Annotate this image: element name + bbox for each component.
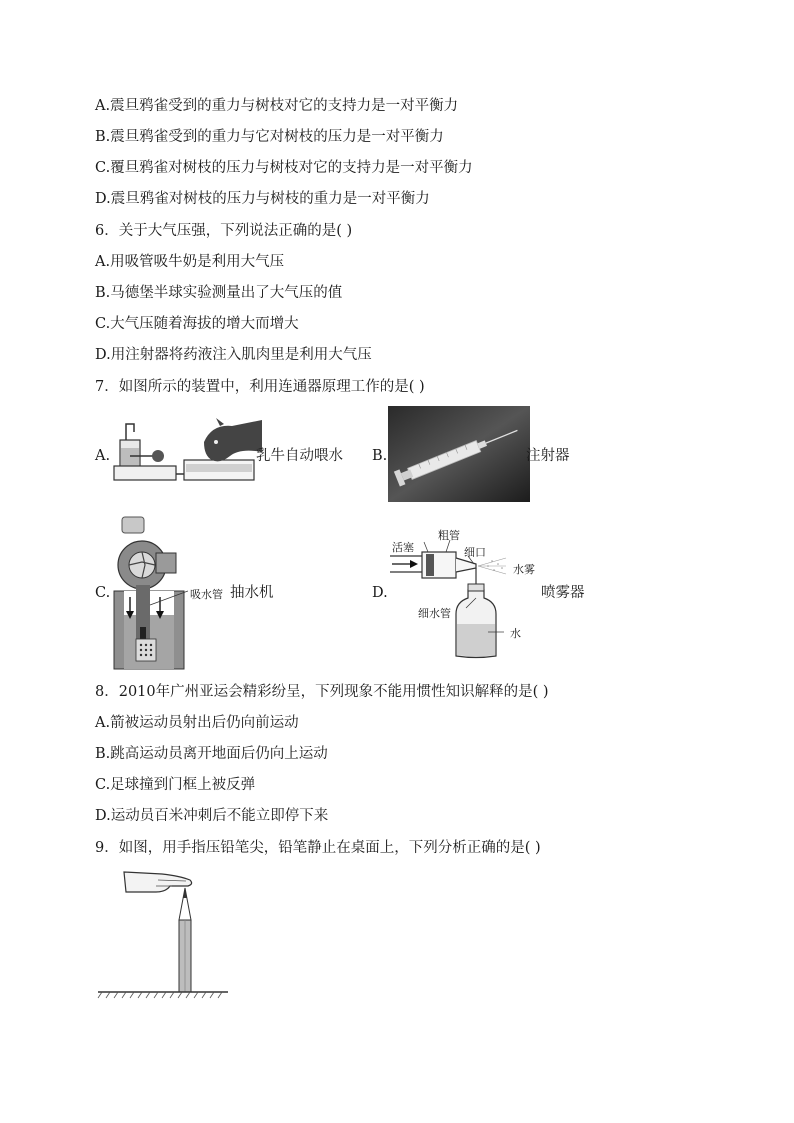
q7-option-a-caption: 乳牛自动喂水 [256, 448, 343, 464]
q5-option-a: A.震旦鸦雀受到的重力与树枝对它的支持力是一对平衡力 [95, 98, 459, 114]
q8-option-c: C.足球撞到门框上被反弹 [95, 777, 256, 793]
q8-option-b: B.跳高运动员离开地面后仍向上运动 [95, 746, 328, 762]
q6-option-a: A.用吸管吸牛奶是利用大气压 [95, 254, 285, 270]
q7-stem: 7．如图所示的装置中，利用连通器原理工作的是( ) [95, 379, 425, 395]
q5-option-b: B.震旦鸦雀受到的重力与它对树枝的压力是一对平衡力 [95, 129, 444, 145]
q7-option-d-mist-label: 水雾 [513, 563, 535, 576]
water-pump-figure [112, 515, 188, 670]
q6-stem: 6．关于大气压强，下列说法正确的是( ) [95, 223, 353, 239]
q7-option-d-letter: D. [372, 585, 388, 601]
q7-option-d-water-label: 水 [510, 627, 521, 640]
q6-option-d: D.用注射器将药液注入肌肉里是利用大气压 [95, 347, 372, 363]
q7-option-d-caption: 喷雾器 [541, 585, 585, 601]
q6-option-c: C.大气压随着海拔的增大而增大 [95, 316, 299, 332]
q7-option-b-caption: 注射器 [526, 448, 570, 464]
q9-stem: 9．如图，用手指压铅笔尖，铅笔静止在桌面上，下列分析正确的是( ) [95, 840, 541, 856]
q8-option-d: D.运动员百米冲刺后不能立即停下来 [95, 808, 329, 824]
q7-option-a-letter: A. [95, 448, 111, 464]
q7-option-c-caption: 抽水机 [230, 585, 274, 601]
syringe-photo [388, 406, 530, 502]
q7-option-d-thick-tube-label: 粗管 [438, 529, 460, 542]
q7-option-c-tube-label: 吸水管 [190, 588, 223, 601]
q7-option-d-piston-label: 活塞 [392, 541, 414, 554]
q7-option-b-letter: B. [372, 448, 388, 464]
q5-option-d: D.震旦鸦雀对树枝的压力与树枝的重力是一对平衡力 [95, 191, 430, 207]
q6-option-b: B.马德堡半球实验测量出了大气压的值 [95, 285, 343, 301]
q8-option-a: A.箭被运动员射出后仍向前运动 [95, 715, 299, 731]
pencil-finger-figure [96, 868, 230, 1000]
q8-stem: 8．2010年广州亚运会精彩纷呈，下列现象不能用惯性知识解释的是( ) [95, 684, 549, 700]
q7-option-d-nozzle-label: 细口 [464, 546, 486, 559]
cow-waterer-figure [112, 412, 262, 492]
q7-option-d-thin-tube-label: 细水管 [418, 607, 451, 620]
q5-option-c: C.覆旦鸦雀对树枝的压力与树枝对它的支持力是一对平衡力 [95, 160, 473, 176]
q7-option-c-letter: C. [95, 585, 111, 601]
